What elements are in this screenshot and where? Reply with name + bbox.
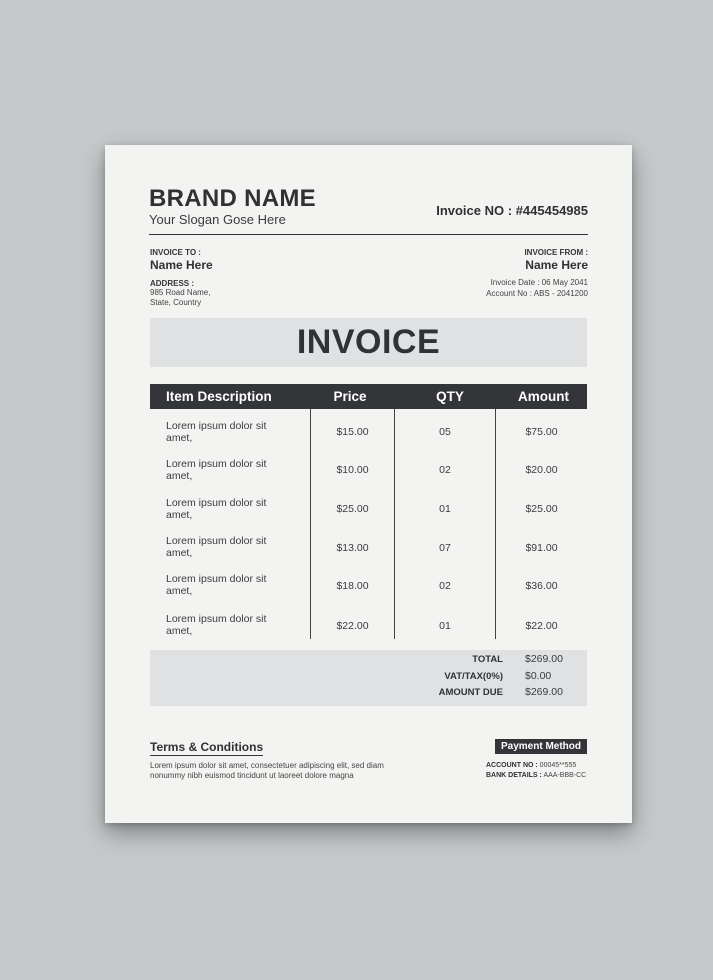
payment-bank-value: AAA-BBB-CC bbox=[543, 772, 587, 779]
item-qty: 05 bbox=[439, 426, 451, 438]
table-row bbox=[105, 497, 632, 535]
table-row bbox=[105, 535, 632, 573]
invoice-sheet bbox=[105, 145, 632, 823]
amount-due-label: AMOUNT DUE bbox=[438, 687, 503, 698]
payment-account-value: 00045**555 bbox=[539, 762, 577, 769]
item-qty: 02 bbox=[439, 464, 451, 476]
item-description: Lorem ipsum dolor sit amet, bbox=[166, 497, 267, 521]
table-row bbox=[105, 613, 632, 651]
payment-method-heading: Payment Method bbox=[495, 739, 587, 754]
table-row bbox=[105, 573, 632, 611]
item-qty: 01 bbox=[439, 620, 451, 632]
header-qty: QTY bbox=[436, 389, 464, 404]
terms-text: Lorem ipsum dolor sit amet, consectetuer adipiscing elit, sed diam nonummy nibh euismod tincidunt ut laoreet dolore magna bbox=[150, 761, 384, 780]
invoice-to-label: INVOICE TO : bbox=[150, 248, 201, 257]
brand-name: BRAND NAME bbox=[149, 185, 316, 212]
item-amount: $75.00 bbox=[525, 426, 558, 438]
invoice-title-band bbox=[150, 318, 587, 367]
item-amount: $20.00 bbox=[525, 464, 558, 476]
account-number bbox=[486, 289, 588, 299]
item-price: $18.00 bbox=[336, 580, 369, 592]
amount-due-value: $269.00 bbox=[525, 686, 563, 698]
brand-slogan: Your Slogan Gose Here bbox=[149, 212, 286, 227]
item-description: Lorem ipsum dolor sit amet, bbox=[166, 420, 267, 444]
table-row bbox=[105, 419, 632, 457]
header-item-description: Item Description bbox=[166, 389, 272, 404]
header-price: Price bbox=[333, 389, 367, 404]
total-value: $269.00 bbox=[525, 653, 563, 665]
item-description: Lorem ipsum dolor sit amet, bbox=[166, 458, 267, 482]
header-divider bbox=[149, 234, 588, 235]
header-amount: Amount bbox=[518, 389, 569, 404]
invoice-number-value: #445454985 bbox=[515, 203, 588, 218]
item-price: $25.00 bbox=[336, 503, 369, 515]
item-amount: $36.00 bbox=[525, 580, 558, 592]
account-number-value: ABS - 2041200 bbox=[533, 289, 588, 298]
invoice-number-label: Invoice NO : bbox=[436, 203, 513, 218]
invoice-to-name: Name Here bbox=[150, 258, 213, 272]
item-qty: 01 bbox=[439, 503, 451, 515]
invoice-number bbox=[436, 203, 588, 218]
terms-heading: Terms & Conditions bbox=[150, 740, 264, 754]
payment-info bbox=[486, 761, 586, 781]
address-text bbox=[150, 288, 210, 308]
payment-bank bbox=[486, 771, 586, 781]
invoice-title: INVOICE bbox=[296, 323, 441, 361]
item-qty: 07 bbox=[439, 542, 451, 554]
invoice-date bbox=[491, 278, 588, 288]
item-amount: $91.00 bbox=[525, 542, 558, 554]
payment-account-label: ACCOUNT NO : bbox=[486, 762, 538, 769]
invoice-date-label: Invoice Date : bbox=[490, 278, 540, 287]
payment-bank-label: BANK DETAILS : bbox=[486, 772, 542, 779]
totals-band bbox=[150, 650, 587, 706]
payment-account bbox=[486, 761, 586, 771]
table-header bbox=[150, 384, 587, 409]
address-line-2: State, Country bbox=[150, 298, 202, 307]
item-amount: $22.00 bbox=[525, 620, 558, 632]
table-row bbox=[105, 458, 632, 496]
item-description: Lorem ipsum dolor sit amet, bbox=[166, 613, 267, 637]
address-label: ADDRESS : bbox=[150, 279, 195, 288]
item-description: Lorem ipsum dolor sit amet, bbox=[166, 573, 267, 597]
invoice-from-label: INVOICE FROM : bbox=[524, 248, 588, 257]
item-qty: 02 bbox=[439, 580, 451, 592]
vat-value: $0.00 bbox=[525, 670, 552, 682]
item-price: $22.00 bbox=[336, 620, 369, 632]
item-price: $10.00 bbox=[336, 464, 369, 476]
account-number-label: Account No : bbox=[486, 289, 532, 298]
vat-label: VAT/TAX(0%) bbox=[444, 671, 503, 682]
item-price: $15.00 bbox=[336, 426, 369, 438]
invoice-from-name: Name Here bbox=[525, 258, 588, 272]
address-line-1: 985 Road Name, bbox=[150, 288, 211, 297]
item-price: $13.00 bbox=[336, 542, 369, 554]
item-description: Lorem ipsum dolor sit amet, bbox=[166, 535, 267, 559]
item-amount: $25.00 bbox=[525, 503, 558, 515]
invoice-date-value: 06 May 2041 bbox=[541, 278, 588, 287]
total-label: TOTAL bbox=[472, 654, 503, 665]
